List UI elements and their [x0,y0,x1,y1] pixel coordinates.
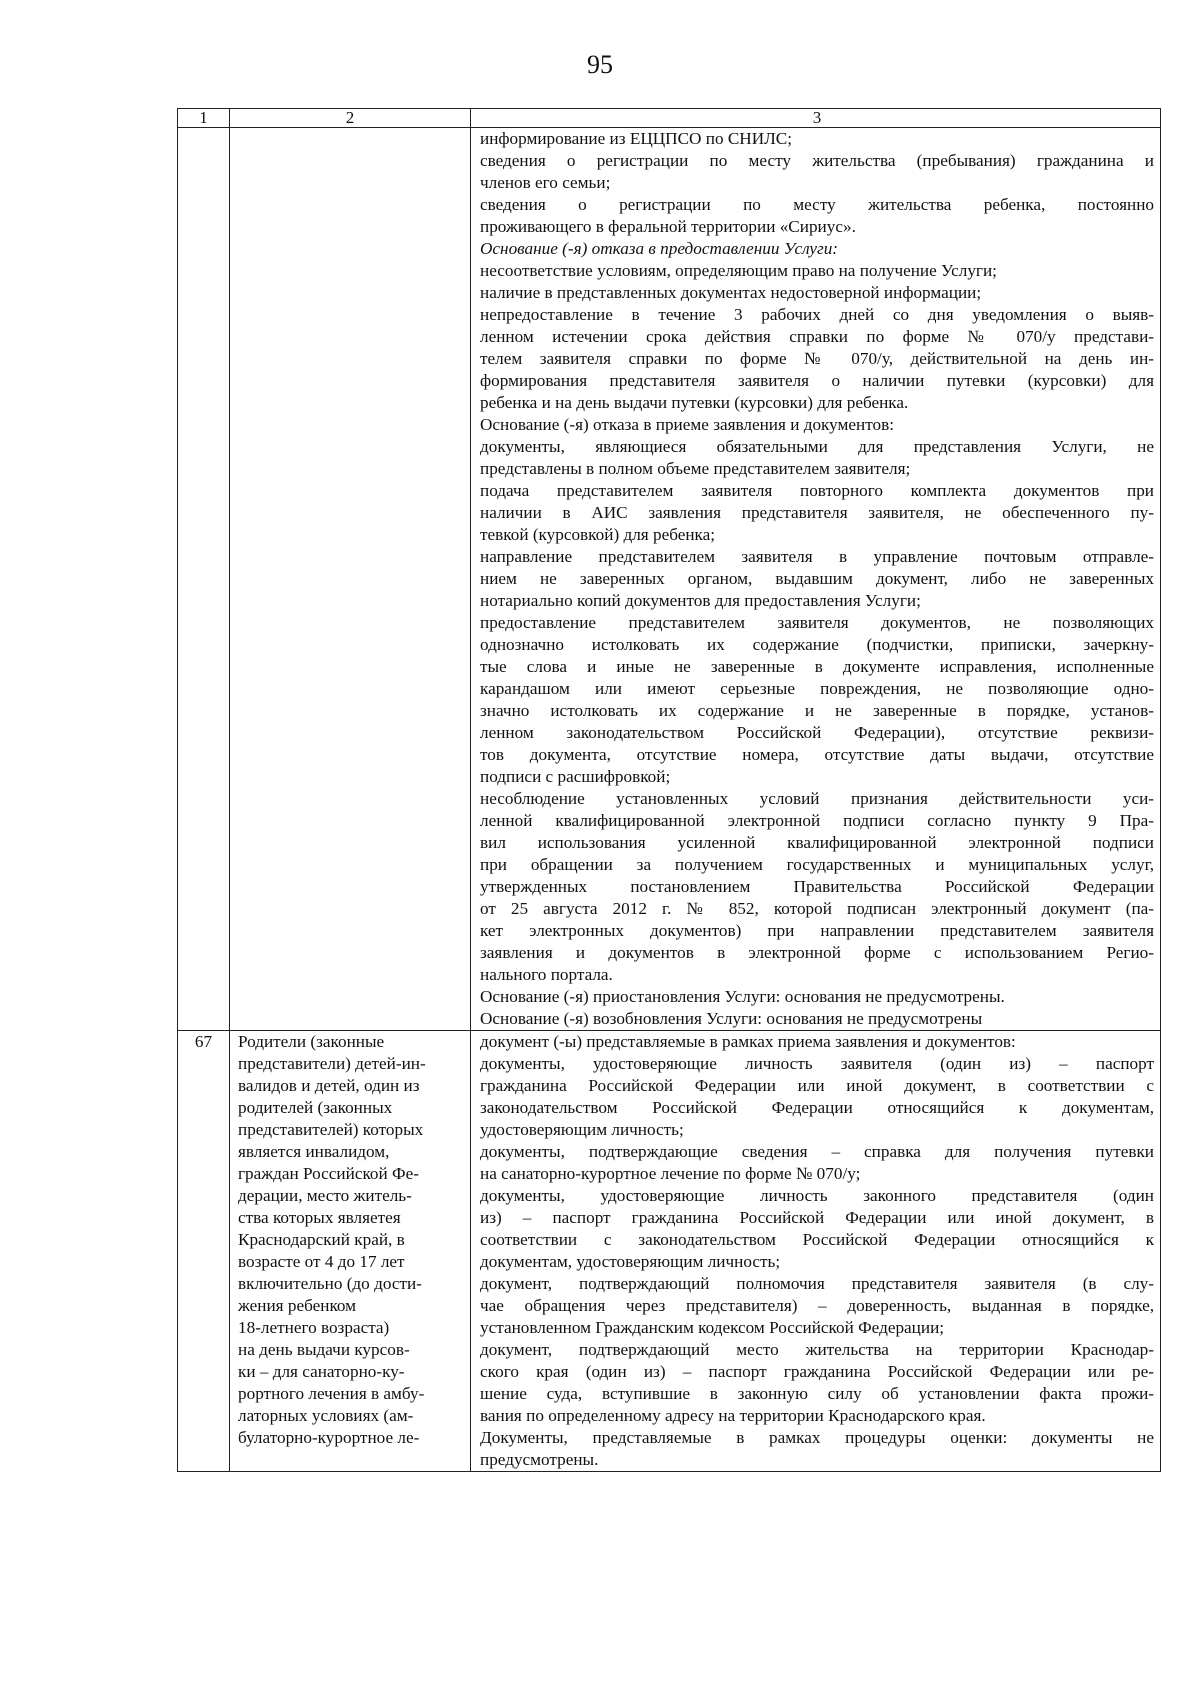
text-line: нием не заверенных органом, выдавшим документ, либо не заверенных [480,569,1154,588]
text-line: Основание (-я) приостановления Услуги: основания не предусмотрены. [480,987,1005,1006]
text-line: чае обращения через представителя) – доверенность, выданная в порядке, [480,1296,1154,1315]
text-line: предоставление представителем заявителя документов, не позволяющих [480,613,1154,632]
text-line: предусмотрены. [480,1450,599,1469]
text-line: является инвалидом, [238,1142,390,1161]
text-line: булаторно-курортное ле- [238,1428,420,1447]
text-line: ства которых являетея [238,1208,401,1227]
text-line: несоответствие условиям, определяющим право на получение Услуги; [480,261,997,280]
page-number: 95 [587,50,613,79]
text-line: документ, подтверждающий место жительства на территории Краснодар- [480,1340,1154,1359]
text-line: шение суда, вступившие в законную силу об установлении факта прожи- [480,1384,1154,1403]
text-line: документ (-ы) представляемые в рамках приема заявления и документов: [480,1032,1016,1051]
text-line: представлены в полном объеме представителем заявителя; [480,459,911,478]
text-line: латорных условиях (ам- [238,1406,414,1425]
row-number-cell: 67 [178,1031,230,1472]
text-line: документы, являющиеся обязательными для представления Услуги, не [480,437,1154,456]
regulation-table [177,108,1161,1472]
text-line: несоблюдение установленных условий признания действительности уси- [480,789,1154,808]
text-line: документам, удостоверяющим личность; [480,1252,781,1271]
text-line: тые слова и иные не заверенные в документе исправления, исполненные [480,657,1154,676]
text-line: вания по определенному адресу на территории Краснодарского края. [480,1406,986,1425]
text-line: на санаторно-курортное лечение по форме № 070/у; [480,1164,861,1183]
text-line: родителей (законных [238,1098,393,1117]
text-line: тов документа, отсутствие номера, отсутствие даты выдачи, отсутствие [480,745,1154,764]
text-line: дерации, место житель- [238,1186,412,1205]
text-line: Основание (-я) отказа в предоставлении Услуги: [480,239,839,258]
text-line: тевкой (курсовкой) для ребенка; [480,525,716,544]
text-line: телем заявителя справки по форме № 070/у, действительной на день ин- [480,349,1154,368]
text-line: ки – для санаторно-ку- [238,1362,405,1381]
text-line: наличии в АИС заявления представителя заявителя, не обеспеченного пу- [480,503,1154,522]
text-line: документы, подтверждающие сведения – справка для получения путевки [480,1142,1154,1161]
text-line: заявления и документов в электронной форме с использованием Регио- [480,943,1154,962]
text-line: документ, подтверждающий полномочия представителя заявителя (в слу- [480,1274,1154,1293]
text-line: установленном Гражданским кодексом Российской Федерации; [480,1318,945,1337]
text-line: при обращении за получением государственных и муниципальных услуг, [480,855,1154,874]
text-line: ленном истечении срока действия справки по форме № 070/у представи- [480,327,1154,346]
text-line: документы, удостоверяющие личность законного представителя (один [480,1186,1154,1205]
recipient-category-cell [230,128,471,1031]
text-line: гражданина Российской Федерации или иной документ, в соответствии с [480,1076,1154,1095]
service-conditions-cell [471,1031,1161,1472]
table-row-67 [178,1031,1161,1472]
text-line: рортного лечения в амбу- [238,1384,425,1403]
text-line: сведения о регистрации по месту жительства ребенка, постоянно [480,195,1154,214]
text-line: подписи с расшифровкой; [480,767,671,786]
recipient-category-cell [230,1031,471,1472]
text-line: направление представителем заявителя в управление почтовым отправле- [480,547,1154,566]
service-conditions-cell [471,128,1161,1031]
text-line: значно истолковать их содержание и не заверенные в порядке, установ- [480,701,1154,720]
header-col-2: 2 [230,109,471,128]
text-line: валидов и детей, один из [238,1076,420,1095]
text-line: из) – паспорт гражданина Российской Федерации или иной документ, в [480,1208,1154,1227]
text-line: от 25 августа 2012 г. № 852, которой подписан электронный документ (па- [480,899,1154,918]
table-header-row [178,109,1161,128]
text-line: ского края (один из) – паспорт гражданина Российской Федерации или ре- [480,1362,1154,1381]
text-line: подача представителем заявителя повторного комплекта документов при [480,481,1154,500]
text-line: Основание (-я) отказа в приеме заявления и документов: [480,415,894,434]
text-line: удостоверяющим личность; [480,1120,684,1139]
text-line: информирование из ЕЦЦПСО по СНИЛС; [480,129,793,148]
text-line: ленной квалифицированной электронной подписи согласно пункту 9 Пра- [480,811,1154,830]
header-col-3: 3 [471,109,1161,128]
text-line: кет электронных документов) при направлении представителем заявителя [480,921,1154,940]
text-line: граждан Российской Фе- [238,1164,419,1183]
text-line: Документы, представляемые в рамках процедуры оценки: документы не [480,1428,1154,1447]
text-line: представителей) которых [238,1120,424,1139]
text-line: утвержденных постановлением Правительства Российской Федерации [480,877,1154,896]
text-line: непредоставление в течение 3 рабочих дней со дня уведомления о выяв- [480,305,1154,324]
text-line: соответствии с законодательством Российской Федерации относящийся к [480,1230,1154,1249]
text-line: наличие в представленных документах недостоверной информации; [480,283,982,302]
text-line: жения ребенком [238,1296,357,1315]
text-line: возрасте от 4 до 17 лет [238,1252,405,1271]
text-line: ленном законодательством Российской Федерации), отсутствие реквизи- [480,723,1154,742]
table-row-continued [178,128,1161,1031]
text-line: законодательством Российской Федерации относящийся к документам, [480,1098,1154,1117]
row-number-cell [178,128,230,1031]
text-line: карандашом или имеют серьезные повреждения, не позволяющие одно- [480,679,1154,698]
text-line: документы, удостоверяющие личность заявителя (один из) – паспорт [480,1054,1154,1073]
text-line: вил использования усиленной квалифицированной электронной подписи [480,833,1154,852]
text-line: ребенка и на день выдачи путевки (курсовки) для ребенка. [480,393,909,412]
text-line: формирования представителя заявителя о наличии путевки (курсовки) для [480,371,1154,390]
text-line: членов его семьи; [480,173,611,192]
text-line: 18-летнего возраста) [238,1318,390,1337]
text-line: нального портала. [480,965,613,984]
text-line: представители) детей-ин- [238,1054,426,1073]
text-line: сведения о регистрации по месту жительства (пребывания) гражданина и [480,151,1154,170]
text-line: Краснодарский край, в [238,1230,405,1249]
text-line: проживающего в феральной территории «Сириус». [480,217,856,236]
text-line: на день выдачи курсов- [238,1340,410,1359]
text-line: нотариально копий документов для предоставления Услуги; [480,591,921,610]
text-line: Родители (законные [238,1032,385,1051]
text-line: Основание (-я) возобновления Услуги: основания не предусмотрены [480,1009,983,1028]
header-col-1: 1 [178,109,230,128]
text-line: включительно (до дости- [238,1274,422,1293]
text-line: однозначно истолковать их содержание (подчистки, приписки, зачеркну- [480,635,1154,654]
